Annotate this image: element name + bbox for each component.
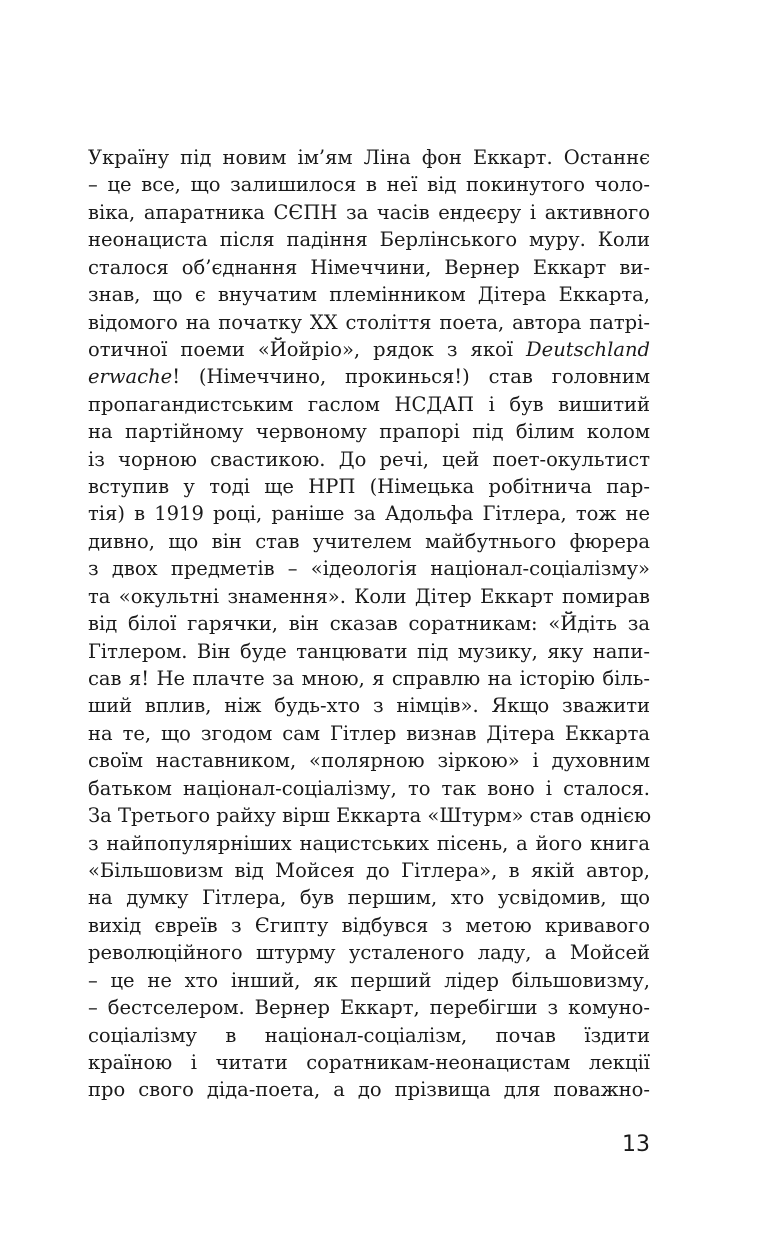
text-line: Україну під новим ім’ям Ліна фон Еккарт. Останнє xyxy=(88,146,650,169)
text-line: тія) в 1919 році, раніше за Адольфа Гітлера, тож не xyxy=(88,502,650,526)
text-line: ший вплив, ніж будь-хто з німців». Якщо зважити xyxy=(88,694,650,718)
text-line: революційного штурму усталеного ладу, а Мойсей xyxy=(88,941,650,965)
text-line xyxy=(88,336,650,363)
text-line xyxy=(88,363,650,390)
text-line: соціалізму в націонал-соціалізм, почав їздити xyxy=(88,1023,650,1047)
text-line: вступив у тоді ще НРП (Німецька робітнича пар- xyxy=(88,475,650,499)
italic-phrase: Deutschland xyxy=(526,337,650,361)
text-line: Гітлером. Він буде танцювати під музику, яку напи- xyxy=(88,639,650,663)
text-line: батьком націонал-соціалізму, то так воно і сталося. xyxy=(88,776,650,800)
text-line: країною і читати соратникам-неонацистам лекції xyxy=(88,1050,650,1074)
text-line: з найпопулярніших нацистських пісень, а його книга xyxy=(88,831,650,855)
text-line: від білої гарячки, він сказав соратникам: «Йдіть за xyxy=(88,612,650,636)
text-line: та «окультні знамення». Коли Дітер Еккарт помирав xyxy=(88,584,650,608)
italic-phrase: erwache xyxy=(88,365,173,389)
text-line: віка, апаратника СЄПН за часів ендеєру і активного xyxy=(88,200,650,224)
text-line: вихід євреїв з Єгипту відбувся з метою кривавого xyxy=(88,913,650,937)
text-line: відомого на початку XX століття поета, автора патрі- xyxy=(88,310,650,334)
text-line: – бестселером. Вернер Еккарт, перебігши з комуно- xyxy=(88,996,650,1020)
text-line: своїм наставником, «полярною зіркою» і духовним xyxy=(88,749,650,773)
text-line: дивно, що він став учителем майбутнього фюрера xyxy=(88,529,650,553)
text-line: – це не хто інший, як перший лідер більшовизму, xyxy=(88,968,650,992)
text-line: на партійному червоному прапорі під білим колом xyxy=(88,420,650,444)
text-segment: отичної поеми «Йойріо», рядок з якої xyxy=(88,337,527,361)
text-line: неонациста після падіння Берлінського муру. Коли xyxy=(88,228,650,252)
text-line: пропагандистським гаслом НСДАП і був вишитий xyxy=(88,392,650,416)
text-line: «Більшовизм від Мойсея до Гітлера», в якій автор, xyxy=(88,858,650,882)
body-text xyxy=(88,144,650,1104)
text-line: сав я! Не плачте за мною, я справлю на історію біль- xyxy=(88,667,650,691)
text-line: За Третього райху вірш Еккарта «Штурм» став однією xyxy=(88,804,652,828)
text-line: – це все, що залишилося в неї від покинутого чоло- xyxy=(88,173,650,197)
text-line: з двох предметів – «ідеологія націонал-соціалізму» xyxy=(88,557,650,581)
text-segment: ! (Німеччино, прокинься!) став головним xyxy=(172,365,650,389)
text-line: про свого діда-поета, а до прізвища для поважно- xyxy=(88,1078,650,1102)
text-line: сталося об’єднання Німеччини, Вернер Еккарт ви- xyxy=(88,255,650,279)
text-line: знав, що є внучатим племінником Дітера Еккарта, xyxy=(88,283,650,307)
page-number: 13 xyxy=(622,1132,650,1157)
text-line: на те, що згодом сам Гітлер визнав Дітера Еккарта xyxy=(88,721,650,745)
text-line: із чорною свастикою. До речі, цей поет-окультист xyxy=(88,447,650,471)
text-line: на думку Гітлера, був першим, хто усвідомив, що xyxy=(88,886,650,910)
